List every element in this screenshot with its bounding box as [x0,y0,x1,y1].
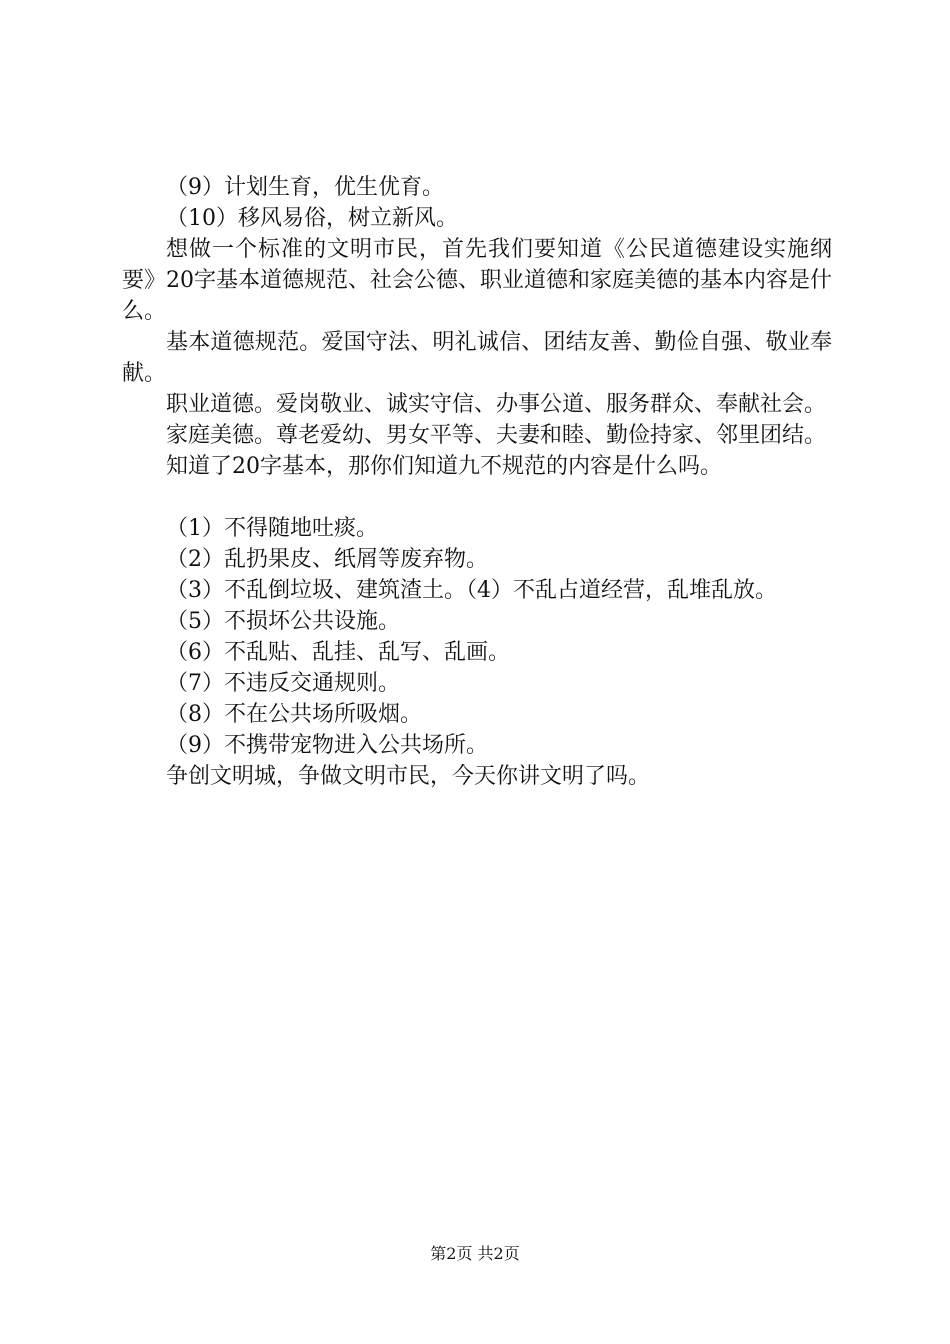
list-item: （5）不损坏公共设施。 [166,609,400,634]
list-item: （2）乱扔果皮、纸屑等废弃物。 [166,547,488,572]
list-item: （6）不乱贴、乱挂、乱写、乱画。 [166,640,510,665]
list-item: （7）不违反交通规则。 [166,671,400,696]
paragraph-customs: （10）移风易俗，树立新风。 [166,206,458,231]
paragraph-basic-morals: 基本道德规范。爱国守法、明礼诚信、团结友善、勤俭自强、敬业奉献。 [122,330,832,386]
list-item: （9）不携带宠物进入公共场所。 [166,733,488,758]
paragraph-professional-ethics: 职业道德。爱岗敬业、诚实守信、办事公道、服务群众、奉献社会。 [166,392,827,417]
page-footer: 第2页 共2页 [430,1244,520,1263]
paragraph-nine-rules-question: 知道了20字基本，那你们知道九不规范的内容是什么吗。 [166,454,722,479]
list-item: （1）不得随地吐痰。 [166,516,378,541]
list-item: （8）不在公共场所吸烟。 [166,702,422,727]
paragraph-family-virtues: 家庭美德。尊老爱幼、男女平等、夫妻和睦、勤俭持家、邻里团结。 [166,423,827,448]
paragraph-closing: 争创文明城，争做文明市民，今天你讲文明了吗。 [166,764,651,789]
list-item: （3）不乱倒垃圾、建筑渣土。（4）不乱占道经营，乱堆乱放。 [166,578,777,603]
paragraph-intro: 想做一个标准的文明市民，首先我们要知道《公民道德建设实施纲要》20字基本道德规范、社会公德、职业道德和家庭美德的基本内容是什么。 [122,237,832,324]
document-body [122,172,832,792]
paragraph-family-planning: （9）计划生育，优生优育。 [166,175,444,200]
